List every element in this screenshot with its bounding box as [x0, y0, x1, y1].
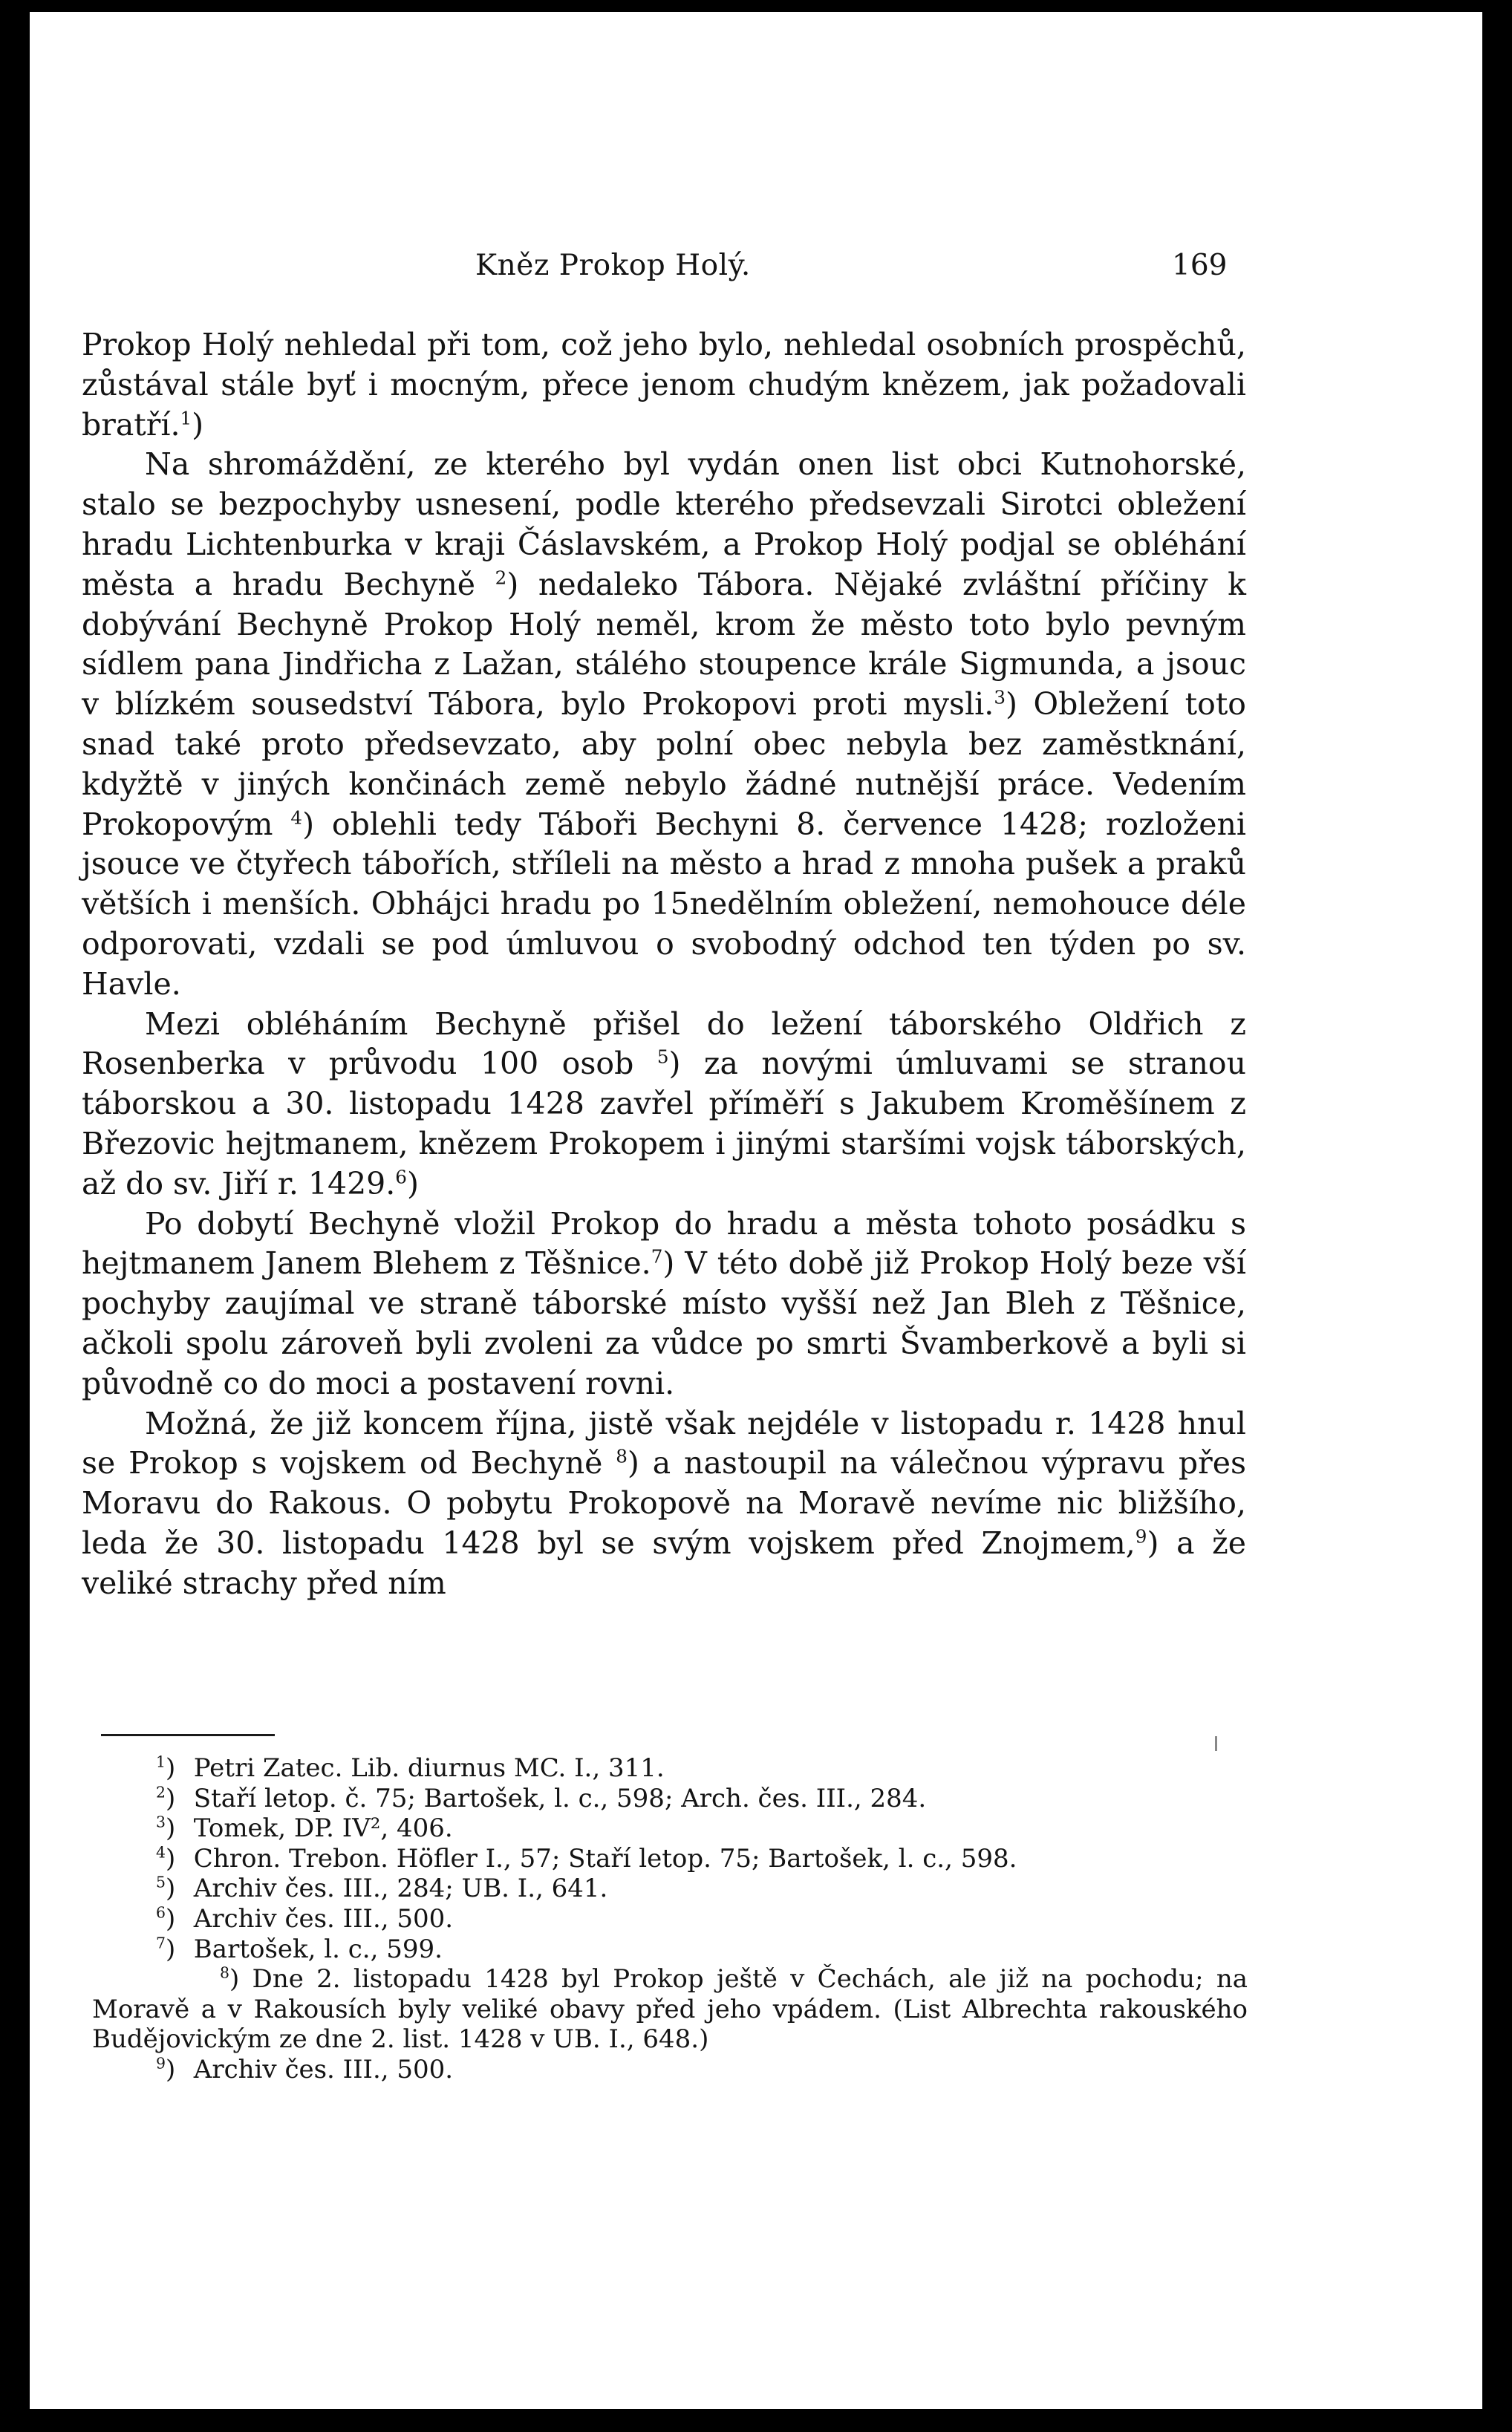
paragraph-text: ) Obležení toto snad také proto předsevzato, aby polní obec nebyla bez zaměstknání, kdyžtě v jiných končinách země nebylo žádné nutnější práce. Vedením Prokopovým [82, 686, 1246, 842]
footnote-reference: 1 [180, 406, 192, 428]
paragraph-text: ) za novými úmluvami se stranou táborskou a 30. listopadu 1428 zavřel příměří s Jakubem Kroměšínem z Březovic hejtmanem, knězem Prokopem i jinými staršími vojsk táborských, až do sv. Jiří r. 1429. [82, 1046, 1246, 1202]
paragraph-text: ) oblehli tedy Táboři Bechyni 8. července 1428; rozloženi jsouce ve čtyřech tábořích, stříleli na město a hrad z mnoha pušek a praků větších i menších. Obhájci hradu po 15nedělním obležení, nemohouce déle odporovati, vzdali se pod úmluvou o svobodný odchod ten týden po sv. Havle. [82, 806, 1246, 1002]
footnote-reference: 9 [1135, 1525, 1147, 1548]
footnote [92, 1784, 1248, 1814]
paragraph-text: ) a nastoupil na válečnou výpravu přes Moravu do Rakous. O pobytu Prokopově na Moravě nevíme nic bližšího, leda že 30. listopadu 1428 byl se svým vojskem před Znojmem, [82, 1445, 1247, 1561]
footnote-number: $^9$) [156, 2054, 176, 2084]
footnote-number-sup: 4 [156, 1843, 166, 1862]
footnote-reference: 5 [656, 1046, 669, 1068]
footnote-number-sup: 8 [220, 1963, 229, 1982]
footnote-reference: 8 [616, 1445, 628, 1467]
footnote-text: Staří letop. č. 75; Bartošek, l. c., 598; Arch. čes. III., 284. [186, 1783, 927, 1813]
footnote [92, 1813, 1248, 1844]
body-paragraph [82, 325, 1246, 445]
footnote-number: $^1$) [156, 1753, 176, 1783]
footnote-text: Petri Zatec. Lib. diurnus MC. I., 311. [186, 1753, 665, 1783]
footnote [92, 1844, 1248, 1874]
footnote-number: $^5$) [156, 1874, 176, 1904]
page-header [30, 244, 1482, 288]
footnote-reference: 7 [651, 1245, 663, 1268]
paragraph-text: ) [406, 1165, 419, 1202]
footnote-number: $^6$) [156, 1903, 176, 1934]
footnote-number-sup: 9 [156, 2054, 166, 2073]
body-text [82, 325, 1246, 1604]
footnote-number-sup: 2 [156, 1783, 166, 1802]
paragraph-text: ) nedaleko Tábora. Nějaké zvláštní příčiny k dobývání Bechyně Prokop Holý neměl, krom že město toto bylo pevným sídlem pana Jindřicha z Lažan, stálého stoupence krále Sigmunda, a jsouc v blízkém sousedství Tábora, bylo Prokopovi proti mysli. [82, 566, 1246, 723]
footnote [92, 1934, 1248, 1965]
body-paragraph [82, 445, 1246, 1004]
footnote-number: $^8$) [220, 1963, 240, 1995]
footnote-number: $^4$) [156, 1843, 176, 1874]
paragraph-text: Možná, že již koncem října, jistě však nejdéle v listopadu r. 1428 hnul se Prokop s vojskem od Bechyně [82, 1405, 1246, 1481]
paragraph-text: Mezi obléháním Bechyně přišel do ležení táborského Oldřich z Rosenberka v průvodu 100 osob [82, 1005, 1246, 1082]
footnote-text: Chron. Trebon. Höfler I., 57; Staří letop. 75; Bartošek, l. c., 598. [186, 1843, 1017, 1874]
paragraph-text: ) [192, 406, 204, 443]
paragraph-text: ) a že veliké strachy před ním [82, 1525, 1246, 1601]
footnote-text: Tomek, DP. IV², 406. [186, 1813, 453, 1844]
body-paragraph [82, 1204, 1246, 1404]
footnote-number: $^3$) [156, 1813, 176, 1844]
footnote-number-sup: 6 [156, 1903, 166, 1922]
footnote-number-sup: 7 [156, 1934, 166, 1952]
footnote-text: Dne 2. listopadu 1428 byl Prokop ještě v Čechách, ale již na pochodu; na Moravě a v Rakousích byly veliké obavy před jeho vpádem. (List Albrechta rakouského Budějovickým ze dne 2. list. 1428 v UB. I., 648.) [92, 1964, 1248, 2055]
footnote-text: Archiv čes. III., 500. [186, 2054, 454, 2084]
paragraph-text: Po dobytí Bechyně vložil Prokop do hradu a města tohoto posádku s hejtmanem Janem Blehem z Těšnice. [82, 1205, 1246, 1282]
footnote [92, 1753, 1248, 1784]
footnote-text: Bartošek, l. c., 599. [186, 1934, 443, 1964]
footnote-reference: 6 [395, 1166, 407, 1188]
running-title: Kněz Prokop Holý. [475, 249, 751, 282]
footnote-reference: 4 [290, 806, 303, 828]
body-paragraph [82, 1005, 1246, 1204]
margin-mark [1215, 1736, 1217, 1751]
footnote-number: $^7$) [156, 1934, 176, 1964]
footnote-number-sup: 1 [156, 1753, 166, 1771]
book-page [30, 12, 1482, 2409]
footnotes [92, 1753, 1248, 2085]
footnote-rule [101, 1734, 275, 1736]
footnote [92, 1964, 1248, 2055]
page-number: 169 [1172, 249, 1228, 282]
footnote-text: Archiv čes. III., 500. [186, 1903, 454, 1934]
footnote-number-sup: 5 [156, 1874, 166, 1892]
footnote-reference: 3 [994, 686, 1006, 708]
footnote [92, 2055, 1248, 2085]
paragraph-text: ) V této době již Prokop Holý beze vší pochyby zaujímal ve straně táborské místo vyšší než Jan Bleh z Těšnice, ačkoli spolu zároveň byli zvoleni za vůdce po smrti Švamberkově a byli si původně co do moci a postavení rovni. [82, 1245, 1247, 1401]
paragraph-text: Prokop Holý nehledal při tom, což jeho bylo, nehledal osobních prospěchů, zůstával stále byť i mocným, přece jenom chudým knězem, jak požadovali bratří. [82, 327, 1246, 443]
footnote [92, 1904, 1248, 1934]
body-paragraph [82, 1404, 1246, 1604]
paragraph-text: Na shromáždění, ze kterého byl vydán onen list obci Kutnohorské, stalo se bezpochyby usnesení, podle kterého předsevzali Sirotci obležení hradu Lichtenburka v kraji Čáslavském, a Prokop Holý podjal se obléhání města a hradu Bechyně [82, 446, 1246, 602]
footnote-number-sup: 3 [156, 1813, 166, 1831]
footnote-text: Archiv čes. III., 284; UB. I., 641. [186, 1874, 608, 1904]
footnote [92, 1874, 1248, 1904]
footnote-number: $^2$) [156, 1783, 176, 1813]
footnote-reference: 2 [495, 567, 507, 589]
